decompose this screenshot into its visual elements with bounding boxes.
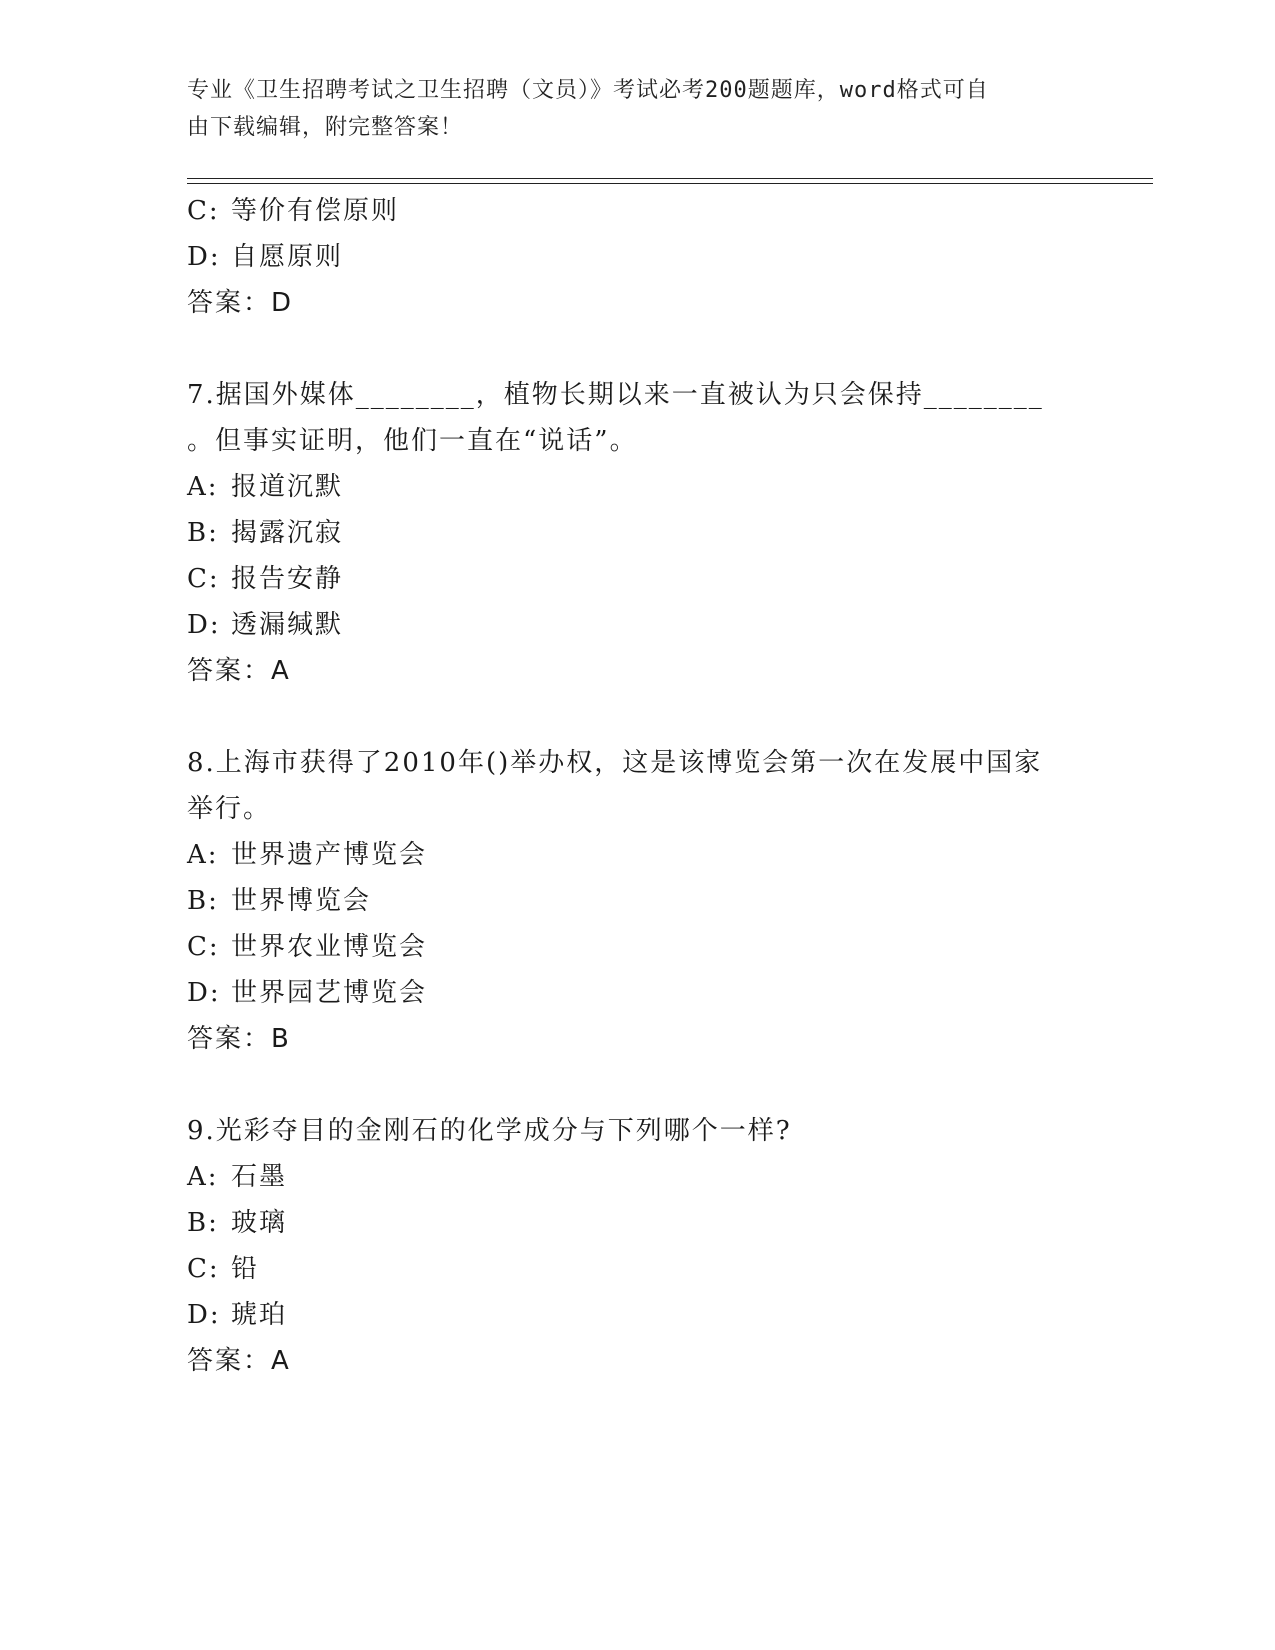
spacer: [187, 1062, 1087, 1108]
question-stem: 9.光彩夺目的金刚石的化学成分与下列哪个一样?: [187, 1116, 792, 1146]
question-8: [187, 740, 1087, 1062]
option-key: D:: [187, 610, 221, 640]
header-divider-bottom: [187, 183, 1153, 184]
option-text: 世界农业博览会: [231, 932, 428, 962]
option-text: 报道沉默: [231, 472, 344, 502]
option-text: 自愿原则: [231, 242, 344, 272]
option-text: 铅: [231, 1254, 260, 1284]
option-b: [187, 1200, 1087, 1246]
option-key: B:: [187, 518, 219, 548]
option-key: A:: [187, 1162, 219, 1192]
option-key: C:: [187, 196, 220, 226]
document-header: [187, 72, 1067, 146]
option-d: [187, 970, 1087, 1016]
option-d: [187, 1292, 1087, 1338]
option-key: A:: [187, 840, 219, 870]
option-text: 石墨: [231, 1162, 288, 1192]
option-a: [187, 832, 1087, 878]
spacer: [187, 326, 1087, 372]
spacer: [187, 694, 1087, 740]
option-text: 报告安静: [231, 564, 344, 594]
answer-line: 答案：D: [187, 288, 294, 318]
option-text: 世界遗产博览会: [231, 840, 428, 870]
option-c: [187, 924, 1087, 970]
answer-line: 答案：A: [187, 1346, 291, 1376]
question-list: [187, 188, 1087, 1384]
option-text: 琥珀: [231, 1300, 288, 1330]
option-text: 世界园艺博览会: [231, 978, 428, 1008]
option-key: D:: [187, 1300, 221, 1330]
option-text: 透漏缄默: [231, 610, 344, 640]
option-key: C:: [187, 932, 220, 962]
option-b: [187, 878, 1087, 924]
option-key: B:: [187, 1208, 219, 1238]
option-b: [187, 510, 1087, 556]
question-9: [187, 1108, 1087, 1384]
header-line-1: 专业《卫生招聘考试之卫生招聘（文员）》考试必考200题题库，word格式可自: [187, 78, 989, 103]
option-a: [187, 464, 1087, 510]
option-d: [187, 234, 1087, 280]
option-c: [187, 1246, 1087, 1292]
option-a: [187, 1154, 1087, 1200]
option-d: [187, 602, 1087, 648]
answer-line: 答案：B: [187, 1024, 291, 1054]
option-key: D:: [187, 242, 221, 272]
option-key: C:: [187, 564, 220, 594]
header-line-2: 由下载编辑，附完整答案！: [187, 115, 464, 140]
option-text: 世界博览会: [231, 886, 372, 916]
option-text: 等价有偿原则: [231, 196, 400, 226]
option-key: A:: [187, 472, 219, 502]
question-stem: 8.上海市获得了2010年()举办权，这是该博览会第一次在发展中国家: [187, 748, 1043, 778]
option-text: 玻璃: [231, 1208, 288, 1238]
carryover-block: [187, 188, 1087, 326]
question-stem-cont: 举行。: [187, 794, 272, 824]
option-key: B:: [187, 886, 219, 916]
question-stem: 7.据国外媒体________，植物长期以来一直被认为只会保持________: [187, 380, 1044, 410]
option-key: D:: [187, 978, 221, 1008]
answer-line: 答案：A: [187, 656, 291, 686]
option-c: [187, 188, 1087, 234]
option-c: [187, 556, 1087, 602]
question-7: [187, 372, 1087, 694]
header-divider-top: [187, 178, 1153, 179]
option-text: 揭露沉寂: [231, 518, 344, 548]
question-stem-cont: 。但事实证明，他们一直在“说话”。: [187, 426, 638, 456]
option-key: C:: [187, 1254, 220, 1284]
